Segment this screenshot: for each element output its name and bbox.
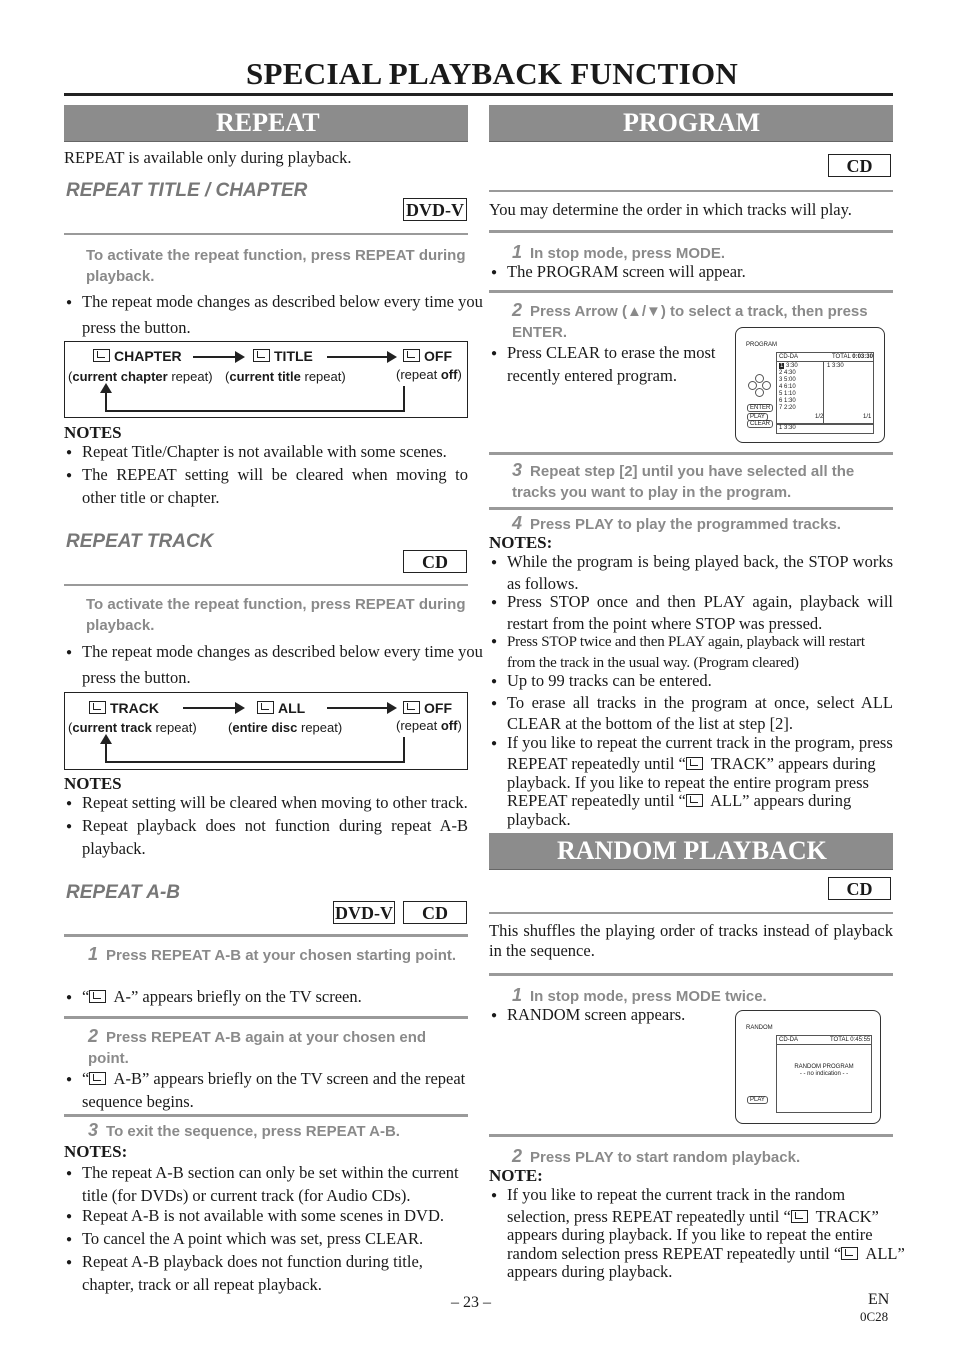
screen-panel	[776, 1035, 872, 1113]
repeat-track-instruction: To activate the repeat function, press REPEAT during playback.	[86, 596, 466, 634]
title-rule	[64, 93, 893, 96]
repeat-icon	[403, 701, 420, 714]
cd-tag: CD	[828, 154, 891, 177]
repeat-icon	[403, 349, 420, 362]
note-item: ● Repeat A-B is not available with some scenes in DVD.	[66, 1206, 470, 1229]
arrow-pad-icon	[748, 374, 770, 396]
screen-clear-button: CLEAR	[747, 420, 773, 428]
ab-step-1-bullet: ● “ A-” appears briefly on the TV screen.	[66, 987, 484, 1010]
divider	[489, 230, 893, 233]
language-label: EN	[868, 1291, 890, 1308]
note-item: ● Repeat Title/Chapter is not available with some scenes.	[66, 442, 468, 465]
program-step-4: 4 Press PLAY to play the programmed tracks.	[512, 513, 841, 533]
repeat-title-instruction: To activate the repeat function, press REPEAT during playback.	[86, 247, 466, 285]
screen-disc: CD-DA	[779, 1037, 798, 1043]
note-item: ● Repeat playback does not function during repeat A-B playback.	[66, 816, 468, 859]
repeat-track-diagram	[64, 692, 468, 770]
notes-heading: NOTES	[64, 774, 122, 793]
arrow-icon	[327, 707, 395, 709]
diagram-item-track: TRACK	[89, 700, 159, 716]
up-arrow-icon	[100, 734, 112, 744]
note-item: ● The REPEAT setting will be cleared when moving to other title or chapter.	[66, 465, 468, 508]
divider	[64, 1016, 468, 1019]
repeat-icon	[686, 794, 703, 807]
note-item: ● Press STOP once and then PLAY again, playback will restart from the point where STOP was pressed.	[491, 593, 893, 633]
arrow-icon	[327, 356, 395, 358]
page-indicator: 1/1	[863, 414, 872, 420]
program-step-1: 1 In stop mode, press MODE.	[512, 242, 726, 262]
repeat-icon	[253, 349, 270, 362]
note-item: ● Repeat A-B playback does not function during title, chapter, track or all repeat playback.	[66, 1252, 470, 1295]
note-item: ● While the program is being played back, the STOP works as follows.	[491, 553, 893, 593]
program-notes	[491, 553, 893, 829]
ab-step-2: 2 Press REPEAT A-B again at your chosen end point.	[88, 1026, 427, 1067]
repeat-icon	[686, 757, 703, 770]
divider	[489, 507, 893, 510]
page-number: – 23 –	[451, 1294, 491, 1311]
divider	[489, 452, 893, 455]
program-screen	[735, 327, 885, 443]
up-arrow-icon	[100, 383, 112, 393]
random-program-label: RANDOM PROGRAM	[794, 1064, 854, 1070]
screen-total: TOTAL 0:03:30	[832, 354, 873, 360]
random-note: ● If you like to repeat the current track in the random selection, press REPEAT repeatedly until “ TRACK” appears during playback. If you like to repeat the entire random selection press REPEAT repeatedly until “ ALL” appears during playback.	[491, 1186, 909, 1282]
note-item: ● Repeat setting will be cleared when moving to other track.	[66, 793, 468, 816]
return-line	[403, 737, 405, 763]
random-step-1: 1 In stop mode, press MODE twice.	[512, 985, 767, 1005]
diagram-item-title: TITLE	[253, 348, 313, 364]
program-step-2-bullet: ● Press CLEAR to erase the most recently entered program.	[491, 343, 729, 386]
track-list: 1 3:30 2 4:30 3 5:00 4 6:10 5 1:10 6 1:30 7 2:20	[779, 363, 798, 411]
random-step-2: 2 Press PLAY to start random playback.	[512, 1146, 801, 1166]
notes-heading: NOTES:	[64, 1142, 128, 1161]
screen-panel	[776, 352, 874, 424]
return-line	[105, 410, 403, 412]
repeat-icon	[791, 1210, 808, 1223]
note-item: ● The repeat A-B section can only be set within the current title (for DVDs) or current track (for Audio CDs).	[66, 1163, 470, 1206]
note-item: ● To cancel the A point which was set, press CLEAR.	[66, 1229, 470, 1252]
dvd-v-tag: DVD-V	[335, 903, 393, 923]
note-item: ● Up to 99 tracks can be entered.	[491, 672, 893, 694]
divider	[489, 973, 893, 976]
return-line	[403, 386, 405, 412]
repeat-ab-heading: REPEAT A-B	[66, 882, 180, 903]
program-banner	[489, 105, 893, 142]
diagram-desc-track: (current track repeat)	[68, 720, 197, 735]
screen-bottom-row: 1 3:30	[776, 424, 874, 434]
diagram-desc-all: (entire disc repeat)	[228, 720, 343, 735]
screen-title: RANDOM	[746, 1025, 773, 1031]
note-item: ● To erase all tracks in the program at once, select ALL CLEAR at the bottom of the list at step [2].	[491, 694, 893, 734]
divider	[64, 934, 468, 937]
return-line	[105, 743, 107, 763]
divider	[489, 1134, 893, 1137]
repeat-icon	[93, 349, 110, 362]
random-step-1-bullet: ● RANDOM screen appears.	[491, 1005, 747, 1028]
repeat-icon	[89, 1072, 106, 1085]
notes-heading: NOTES	[64, 423, 122, 442]
random-banner-label: RANDOM PLAYBACK	[557, 836, 827, 865]
notes-heading: NOTES:	[489, 533, 553, 552]
repeat-title-bullet: ● The repeat mode changes as described below every time you press the button.	[66, 290, 484, 339]
selected-track: 1 3:30	[827, 363, 844, 369]
repeat-icon	[89, 990, 106, 1003]
divider	[489, 912, 893, 914]
repeat-intro: REPEAT is available only during playback.	[64, 148, 352, 167]
screen-play-button: PLAY	[747, 1096, 768, 1104]
program-intro: You may determine the order in which tracks will play.	[489, 200, 852, 219]
repeat-icon	[89, 701, 106, 714]
ab-step-2-bullet: ● “ A-B” appears briefly on the TV screen and the repeat sequence begins.	[66, 1069, 484, 1112]
repeat-banner-label: REPEAT	[216, 108, 320, 137]
ab-step-3: 3 To exit the sequence, press REPEAT A-B.	[88, 1120, 400, 1140]
return-line	[105, 392, 107, 412]
screen-play-button: PLAY	[747, 413, 768, 421]
repeat-mode-diagram	[64, 341, 468, 418]
repeat-title-notes	[66, 442, 468, 508]
diagram-desc-chapter: (current chapter repeat)	[68, 369, 213, 384]
doc-code: 0C28	[860, 1309, 889, 1324]
return-line	[105, 761, 403, 763]
program-step-2: 2 Press Arrow (▲/▼) to select a track, then press ENTER.	[512, 300, 868, 341]
screen-disc: CD-DA	[779, 354, 798, 360]
diagram-item-chapter: CHAPTER	[93, 348, 182, 364]
note-heading: NOTE:	[489, 1166, 543, 1185]
cd-tag: CD	[403, 901, 467, 924]
repeat-track-notes	[66, 793, 468, 859]
diagram-item-off: OFF	[403, 348, 452, 364]
random-banner	[489, 833, 893, 870]
divider	[64, 1114, 468, 1117]
program-step-3: 3 Repeat step [2] until you have selected all the tracks you want to play in the program.	[512, 460, 855, 501]
diagram-desc-off: (repeat off)	[396, 718, 462, 733]
arrow-icon	[183, 707, 243, 709]
program-step-1-bullet: ● The PROGRAM screen will appear.	[491, 262, 907, 285]
divider	[489, 290, 893, 293]
divider	[489, 190, 893, 192]
diagram-item-all: ALL	[257, 700, 305, 716]
divider	[64, 584, 468, 586]
repeat-icon	[257, 701, 274, 714]
arrow-icon	[193, 356, 243, 358]
repeat-ab-notes	[66, 1163, 470, 1295]
repeat-banner	[64, 105, 468, 142]
screen-enter-button: ENTER	[747, 404, 773, 412]
diagram-item-off: OFF	[403, 700, 452, 716]
ab-step-1: 1 Press REPEAT A-B at your chosen starting point.	[88, 944, 457, 964]
repeat-track-heading: REPEAT TRACK	[66, 531, 214, 552]
screen-total: TOTAL 0:45:55	[830, 1037, 871, 1043]
repeat-icon	[841, 1247, 858, 1260]
page-title: SPECIAL PLAYBACK FUNCTION	[246, 56, 739, 91]
random-intro: This shuffles the playing order of tracks instead of playback in the sequence.	[489, 921, 893, 960]
diagram-desc-off: (repeat off)	[396, 367, 462, 382]
cd-tag: CD	[403, 550, 467, 573]
screen-title: PROGRAM	[746, 342, 778, 348]
repeat-title-chapter-heading: REPEAT TITLE / CHAPTER	[66, 180, 308, 201]
no-indication-label: - - no indication - -	[799, 1071, 849, 1077]
cd-tag: CD	[828, 877, 891, 900]
random-screen	[735, 1010, 881, 1124]
note-item: ● Press STOP twice and then PLAY again, playback will restart from the track in the usual way. (Program cleared)	[491, 633, 893, 672]
diagram-desc-title: (current title repeat)	[225, 369, 346, 384]
program-banner-label: PROGRAM	[623, 108, 761, 137]
divider	[64, 233, 468, 235]
repeat-track-bullet: ● The repeat mode changes as described below every time you press the button.	[66, 640, 484, 689]
note-item: ● If you like to repeat the current track in the program, press REPEAT repeatedly until “ TRACK” appears during playback. If you like to repeat the entire program press REPEAT repeatedly until “ ALL” appears during playback.	[491, 734, 893, 830]
dvd-v-tag: DVD-V	[403, 198, 467, 221]
page-indicator: 1/2	[815, 414, 824, 420]
